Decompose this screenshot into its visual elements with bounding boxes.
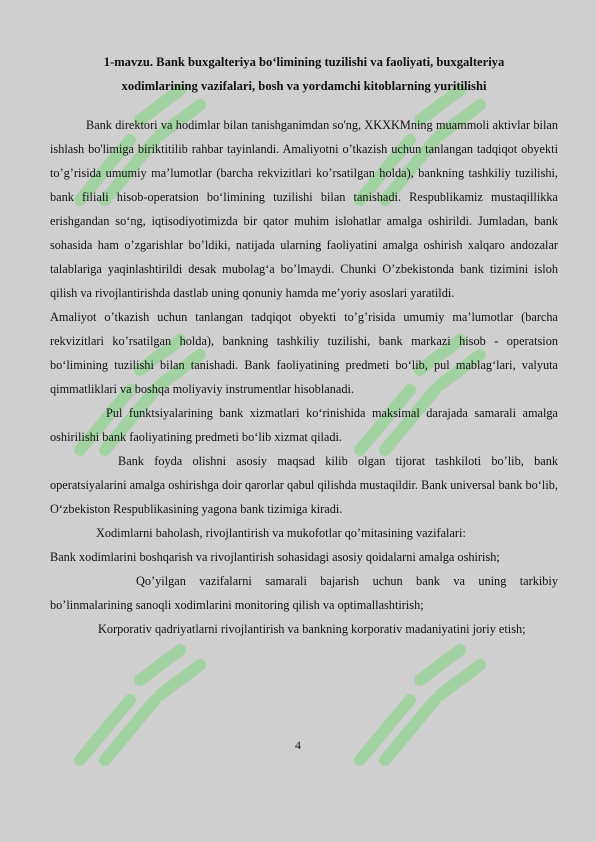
paragraph: Amaliyot o’tkazish uchun tanlangan tadqiqot obyekti to’g’risida umumiy ma’lumotlar (barcha rekvizitlari ko’rsatilgan holda), bankning tashkiliy tuzilishi, bank markazi hisob - operatsion bo‘limining tuzilishi bilan tanishadi. Bank faoliyatining predmeti bo‘lib, pul mablag‘lari, valyuta qimmatliklari va boshqa moliyaviy instrumentlar hisoblanadi. — [50, 310, 558, 396]
document-title — [50, 50, 558, 98]
paragraph: Korporativ qadriyatlarni rivojlantirish va bankning korporativ madaniyatini joriy etish; — [98, 622, 526, 636]
paragraph: Bank xodimlarini boshqarish va rivojlantirish sohasidagi asosiy qoidalarni amalga oshirish; — [50, 550, 500, 564]
paragraph: Bank direktori va hodimlar bilan tanishganimdan so'ng, XKXKMning muammoli aktivlar bilan ishlash bo'limiga biriktitilib rahbar tayinlandi. Amaliyotni o’tkazish uchun tanlangan tadqiqot obyekti to’g’risida umumiy ma’lumotlar (barcha rekvizitlari ko’rsatilgan holda), bankning tashkiliy tuzilishi, bank filiali hisob-operatsion bo‘limining tuzilishi bilan tanishadi. Respublikamiz mustaqillikka erishgandan so‘ng, iqtisodiyotimizda bir qator muhim islohatlar amalga oshirildi. Jumladan, bank sohasida ham o’zgarishlar bo’ldiki, natijada ularning faoliyatini amalga oshirish xalqaro andozalar talablariga yaqinlashtirildi desak mubolag‘a bo’lmaydi. Chunki O’zbekistonda bank tizimini isloh qilish va rivojlantirishda dastlab uning qonuniy hamda me’yoriy asoslari yaratildi. — [50, 118, 558, 300]
title-line-1: 1-mavzu. Bank buxgalteriya bo‘limining tuzilishi va faoliyati, buxgalteriya — [103, 55, 505, 69]
paragraph: Pul funktsiyalarining bank xizmatlari ko‘rinishida maksimal darajada samarali amalga oshirilishi bank faoliyatining predmeti bo‘lib xizmat qiladi. — [50, 406, 558, 444]
page-number: 4 — [295, 738, 301, 752]
paragraph: Bank foyda olishni asosiy maqsad kilib olgan tijorat tashkiloti bo’lib, bank operatsiyalarini amalga oshirishga doir qarorlar qabul qilishda mustaqildir. Bank universal bank bo‘lib, O‘zbekiston Respublikasining yagona bank tizimiga kiradi. — [50, 454, 558, 516]
paragraph: Qo’yilgan vazifalarni samarali bajarish uchun bank va uning tarkibiy bo’linmalarining sanoqli xodimlarini monitoring qilish va optimallashtirish; — [50, 574, 558, 612]
document-body — [50, 113, 558, 641]
paragraph: Xodimlarni baholash, rivojlantirish va mukofotlar qo’mitasining vazifalari: — [96, 526, 466, 540]
title-line-2: xodimlarining vazifalari, bosh va yordamchi kitoblarning yuritilishi — [121, 79, 487, 93]
